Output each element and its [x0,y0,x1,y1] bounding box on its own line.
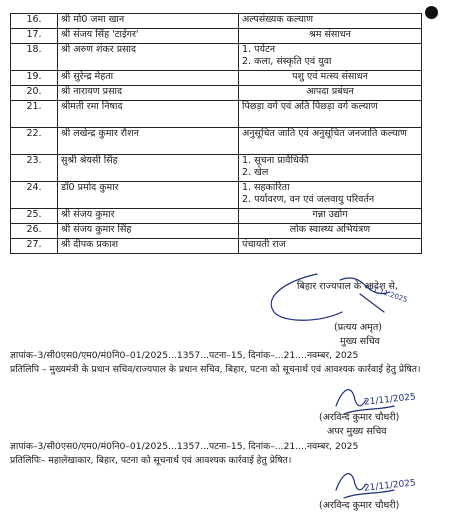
department-name: पशु एवं मत्स्य संसाधन [292,71,368,82]
serial-number: 27. [11,239,58,254]
signature-2-date: 21/11/2025 [363,392,417,408]
minister-name: श्री सुरेन्द्र मेहता [58,71,239,86]
signatory-1-title: मुख्य सचिव [340,336,380,347]
department-name: पिछड़ा वर्ग एवं अति पिछड़ा वर्ग कल्याण [242,101,378,112]
minister-name: श्री नारायण प्रसाद [58,86,239,101]
department-cell [239,182,422,209]
serial-number: 17. [11,29,58,44]
department-cell [239,86,422,101]
memo-1-reference: ज्ञापांक–3/सी0एस0/एम0/मं0नि0–01/2025...1357...पटना–15, दिनांक–...21....नवम्बर, 2025 [10,350,359,361]
department-cell [239,128,422,155]
department-name: 1. सहकारिता [242,182,290,193]
department-name: अनुसूचित जाति एवं अनुसूचित जनजाति कल्याण [242,128,407,139]
department-cell [239,29,422,44]
minister-department-table [10,13,422,254]
table-row [11,209,422,224]
serial-number: 16. [11,14,58,29]
table-row [11,44,422,71]
serial-number: 25. [11,209,58,224]
department-cell [239,224,422,239]
memo-1-copy: प्रतिलिपि – मुख्यमंत्री के प्रधान सचिव/राज्यपाल के प्रधान सचिव, बिहार, पटना को सूचनार्थ एवं आवश्यक कार्रवाई हेतु प्रेषित। [10,364,421,375]
signature-3-date: 21/11/2025 [363,478,417,494]
department-cell [239,14,422,29]
serial-number: 24. [11,182,58,209]
minister-name: श्री मो0 जमा खान [58,14,239,29]
department-cell [239,44,422,71]
table-row [11,239,422,254]
department-cell [239,239,422,254]
department-cell [239,71,422,86]
minister-name: श्री संजय सिंह 'टाईगर' [58,29,239,44]
memo-2-copy: प्रतिलिपिः– महालेखाकार, बिहार, पटना को सूचनार्थ एवं आवश्यक कार्रवाई हेतु प्रेषित। [10,455,292,466]
minister-name: श्री संजय कुमार सिंह [58,224,239,239]
signatory-2-title: अपर मुख्य सचिव [327,426,387,437]
department-cell [239,209,422,224]
signatory-1-name: (प्रत्यय अमृत) [334,322,382,333]
minister-name: श्रीमती रमा निषाद [58,101,239,128]
serial-number: 26. [11,224,58,239]
minister-name: श्री लखेन्द्र कुमार रौशन [58,128,239,155]
signatory-2-name: (अरविन्द कुमार चौधरी) [319,412,400,423]
department-cell [239,155,422,182]
table-row [11,71,422,86]
table-row [11,224,422,239]
serial-number: 19. [11,71,58,86]
minister-name: डॉ0 प्रमोद कुमार [58,182,239,209]
department-name: 1. पर्यटन [242,44,276,55]
signature-1-date: 21.11.2025 [367,284,409,304]
minister-name: श्री अरुण शंकर प्रसाद [58,44,239,71]
department-name: 2. पर्यावरण, वन एवं जलवायु परिवर्तन [242,194,375,205]
table-row [11,128,422,155]
hole-punch-mark [425,6,438,19]
table-row [11,86,422,101]
department-name: 2. कला, संस्कृति एवं युवा [242,56,332,67]
department-name: गन्ना उद्योग [312,209,348,220]
serial-number: 20. [11,86,58,101]
serial-number: 21. [11,101,58,128]
department-name: आपदा प्रबंधन [306,86,354,97]
serial-number: 18. [11,44,58,71]
serial-number: 22. [11,128,58,155]
table-row [11,182,422,209]
minister-name: श्री दीपक प्रकाश [58,239,239,254]
department-name: श्रम संसाधन [309,29,351,40]
memo-2-reference: ज्ञापांक–3/सी0एस0/एम0/मं0नि0–01/2025...1357...पटना–15, दिनांक–...21....नवम्बर, 2025 [10,441,359,452]
department-name: 2. खेल [242,167,269,178]
serial-number: 23. [11,155,58,182]
department-cell [239,101,422,128]
table-row [11,155,422,182]
table-row [11,101,422,128]
table-row [11,14,422,29]
department-name: अल्पसंख्यक कल्याण [242,14,314,25]
department-name: लोक स्वास्थ्य अभियंत्रण [289,224,371,235]
order-line: बिहार राज्यपाल के आदेश से, [297,281,398,292]
signatory-3-name: (अरविन्द कुमार चौधरी) [319,500,400,511]
department-name: 1. सूचना प्रावैधिकी [242,155,309,166]
minister-name: श्री संजय कुमार [58,209,239,224]
department-name: पंचायती राज [242,239,286,250]
table-row [11,29,422,44]
minister-name: सुश्री श्रेयसी सिंह [58,155,239,182]
